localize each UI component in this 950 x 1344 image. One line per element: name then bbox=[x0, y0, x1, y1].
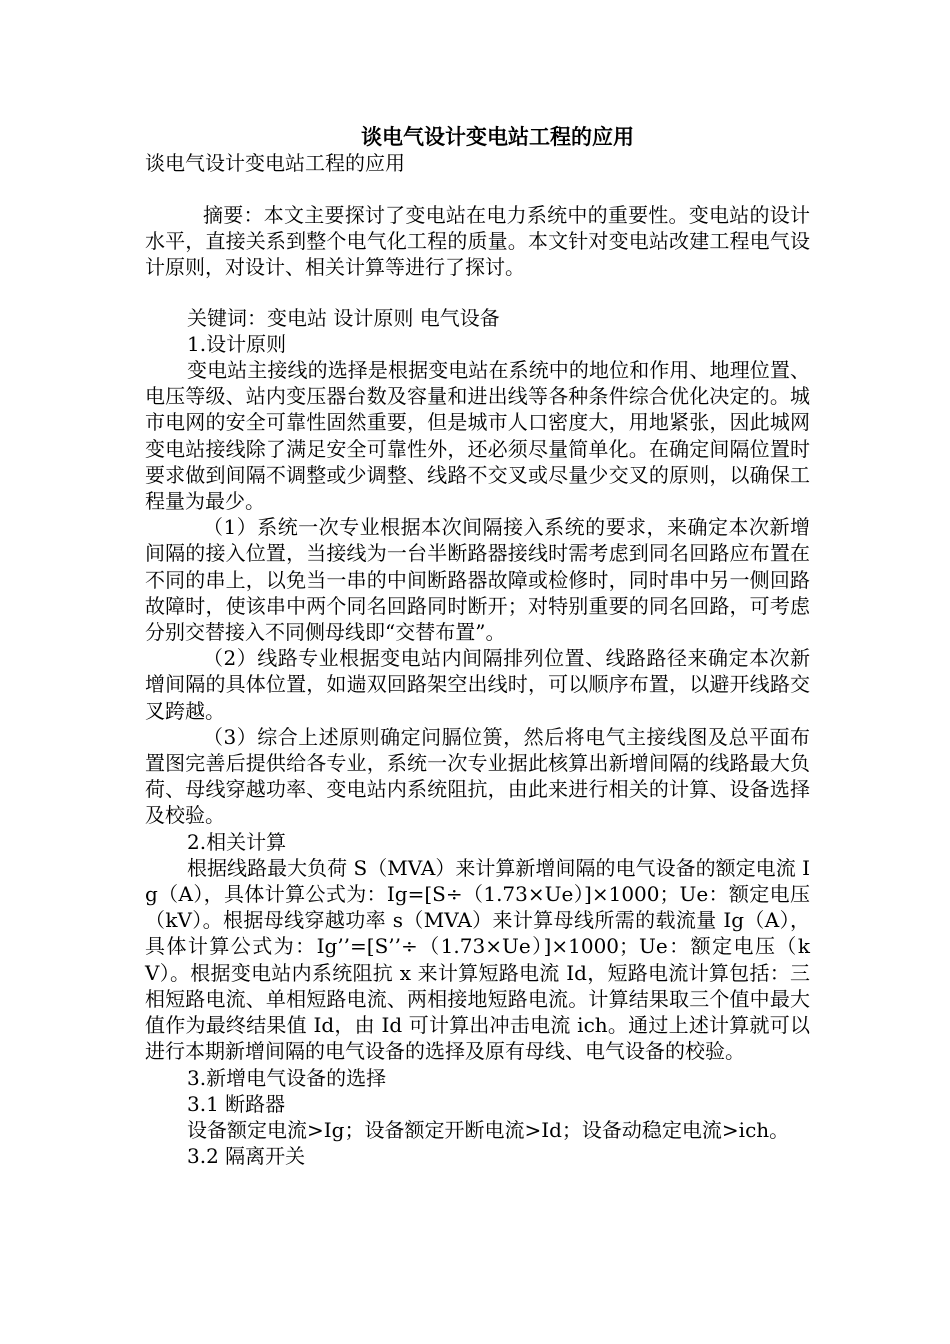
spacer bbox=[145, 176, 810, 202]
section-heading: 2.相关计算 bbox=[187, 829, 287, 854]
body-paragraph: 设备额定电流>Ig；设备额定开断电流>Id；设备动稳定电流>ich。 bbox=[187, 1117, 790, 1142]
keywords-line: 关键词：变电站 设计原则 电气设备 bbox=[187, 305, 500, 330]
subsection-heading: 3.2 隔离开关 bbox=[187, 1144, 306, 1169]
section-heading: 1.设计原则 bbox=[187, 331, 287, 356]
body-paragraph: （1）系统一次专业根据本次间隔接入系统的要求，来确定本次新增间隔的接入位置，当接线为一台半断路器接线时需考虑到同名回路应布置在不同的串上，以免当一串的中间断路器故障或检修时，同时串中另一侧回路故障时，使该串中两个同名回路同时断开；对特别重要的同名回路，可考虑分别交替接入不同侧母线即“交替布置”。 bbox=[145, 515, 810, 645]
body-paragraph: （3）综合上述原则确定问膈位篑，然后将电气主接线图及总平面布置图完善后提供给各专业，系统一次专业据此核算出新增间隔的线路最大负荷、母线穿越功率、变电站内系统阻抗，由此来进行相关的计算、设备选择及校验。 bbox=[145, 724, 810, 828]
abstract-paragraph: 摘要：本文主要探讨了变电站在电力系统中的重要性。变电站的设计水平，直接关系到整个电气化工程的质量。本文针对变电站改建工程电气设计原则，对设计、相关计算等进行了探讨。 bbox=[145, 203, 810, 280]
page-title: 谈电气设计变电站工程的应用 bbox=[361, 124, 634, 149]
subsection-heading: 3.1 断路器 bbox=[187, 1091, 286, 1116]
section-heading: 3.新增电气设备的选择 bbox=[187, 1065, 387, 1090]
body-paragraph: 根据线路最大负荷 S（MVA）来计算新增间隔的电气设备的额定电流 Ig（A），具体计算公式为：Ig=[S÷（1.73×Ue）]×1000；Ue：额定电压（kV）。根据母线穿越功率 s（MVA）来计算母线所需的载流量 Ig（A），具体计算公式为：Ig’’=[S’’÷（1.73×Ue）]×1000；Ue：额定电压（kV）。根据变电站内系统阻抗 x 来计算短路电流 Id，短路电流计算包括：三相短路电流、单相短路电流、两相接地短路电流。计算结果取三个值中最大值作为最终结果值 Id，由 Id 可计算出冲击电流 ich。通过上述计算就可以进行本期新增间隔的电气设备的选择及原有母线、电气设备的校验。 bbox=[145, 855, 810, 1064]
body-paragraph: 变电站主接线的选择是根据变电站在系统中的地位和作用、地理位置、电压等级、站内变压器台数及容量和进出线等各种条件综合优化决定的。城市电网的安全可靠性固然重要，但是城市人口密度大，用地紧张，因此城网变电站接线除了满足安全可靠性外，还必须尽量简单化。在确定间隔位置时要求做到间隔不调整或少调整、线路不交叉或尽量少交叉的原则，以确保工程量为最少。 bbox=[145, 358, 810, 514]
document-body bbox=[145, 124, 810, 1169]
document-subtitle: 谈电气设计变电站工程的应用 bbox=[145, 151, 405, 175]
body-paragraph: （2）线路专业根据变电站内间隔排列位置、线路路径来确定本次新增间隔的具体位置，如遄双回路架空出线时，可以顺序布置，以避开线路交叉跨越。 bbox=[145, 646, 810, 723]
spacer bbox=[145, 281, 810, 305]
